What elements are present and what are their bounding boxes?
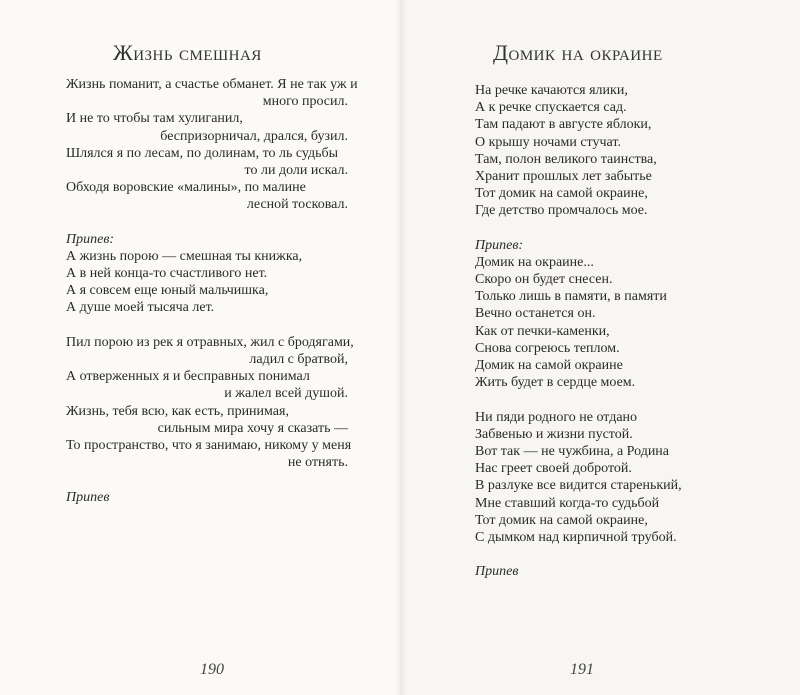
poem-line: Шлялся я по лесам, по долинам, то ль судьбы xyxy=(66,145,339,161)
poem-line: Обходя воровские «малины», по малине xyxy=(66,180,306,196)
poem-line: Пил порою из рек я отравных, жил с бродягами, xyxy=(66,334,354,350)
left-poem-title: Жизнь смешная xyxy=(113,40,262,65)
poem-line: Мне ставший когда-то судьбой xyxy=(475,495,660,511)
poem-line: беспризорничал, дрался, бузил. xyxy=(160,128,348,144)
poem-line: И не то чтобы там хулиганил, xyxy=(66,111,243,127)
poem-line: Вот так — не чужбина, а Родина xyxy=(475,443,670,459)
poem-line: То пространство, что я занимаю, никому у меня xyxy=(66,437,352,453)
stanza-gap xyxy=(66,214,348,231)
poem-line: В разлуке все видится старенький, xyxy=(475,478,682,494)
poem-line: На речке качаются ялики, xyxy=(475,83,628,98)
stanza-gap xyxy=(475,391,685,408)
poem-line: Жизнь, тебя всю, как есть, принимая, xyxy=(66,403,289,419)
poem-line: Как от печки-каменки, xyxy=(475,323,610,339)
poem-line: Забвенью и жизни пустой. xyxy=(475,426,633,442)
poem-line: Скоро он будет снесен. xyxy=(475,272,613,288)
poem-line: Хранит прошлых лет забытье xyxy=(475,168,652,184)
poem-line: Тот домик на самой окраине, xyxy=(475,186,648,202)
stanza-gap xyxy=(475,546,685,563)
poem-line: Тот домик на самой окраине, xyxy=(475,512,648,528)
right-poem-text xyxy=(475,82,685,580)
poem-line: ладил с братвой, xyxy=(249,352,348,367)
chorus-label: Припев: xyxy=(66,231,115,247)
stanza-gap xyxy=(66,471,348,488)
right-poem-title: Домик на окраине xyxy=(493,40,663,65)
poem-line: Там, полон великого таинства, xyxy=(475,151,657,167)
poem-line: А в ней конца-то счастливого нет. xyxy=(66,266,268,282)
chorus-label: Припев xyxy=(66,489,110,505)
poem-line: Домик на самой окраине xyxy=(475,358,623,373)
poem-line: А душе моей тысяча лет. xyxy=(66,300,215,316)
poem-line: А я совсем еще юный мальчишка, xyxy=(66,283,269,299)
stanza-gap xyxy=(66,317,348,334)
poem-line: то ли доли искал. xyxy=(244,162,348,178)
poem-line: Где детство промчалось мое. xyxy=(475,203,648,219)
chorus-label: Припев: xyxy=(475,237,524,253)
poem-line: А к речке спускается сад. xyxy=(475,100,627,116)
chorus-label: Припев xyxy=(475,564,519,580)
poem-line: О крышу ночами стучат. xyxy=(475,134,621,150)
poem-line: и жалел всей душой. xyxy=(224,386,348,402)
poem-line: С дымком над кирпичной трубой. xyxy=(475,529,677,545)
poem-line: А отверженных я и бесправных понимал xyxy=(66,369,310,385)
poem-line: лесной тосковал. xyxy=(246,197,348,213)
right-page-number: 191 xyxy=(570,661,594,678)
stanza-gap xyxy=(475,220,685,237)
poem-line: Домик на окраине... xyxy=(475,254,594,270)
poem-line: А жизнь порою — смешная ты книжка, xyxy=(66,248,303,264)
poem-line: сильным мира хочу я сказать — xyxy=(157,420,348,436)
left-poem-text xyxy=(66,76,358,506)
poem-line: Снова согреюсь теплом. xyxy=(475,340,620,356)
poem-line: не отнять. xyxy=(287,455,348,471)
poem-line: Нас греет своей добротой. xyxy=(475,461,632,477)
poem-line: Жизнь поманит, а счастье обманет. Я не так уж и xyxy=(66,77,358,92)
poem-line: Там падают в августе яблоки, xyxy=(475,117,652,133)
poem-line: Только лишь в памяти, в памяти xyxy=(475,289,667,305)
left-page-number: 190 xyxy=(200,661,224,678)
poem-line: Вечно останется он. xyxy=(475,306,596,322)
poem-line: много просил. xyxy=(262,94,348,110)
right-page xyxy=(400,0,800,695)
poem-line: Жить будет в сердце моем. xyxy=(475,375,636,391)
poem-line: Ни пяди родного не отдано xyxy=(475,409,638,425)
